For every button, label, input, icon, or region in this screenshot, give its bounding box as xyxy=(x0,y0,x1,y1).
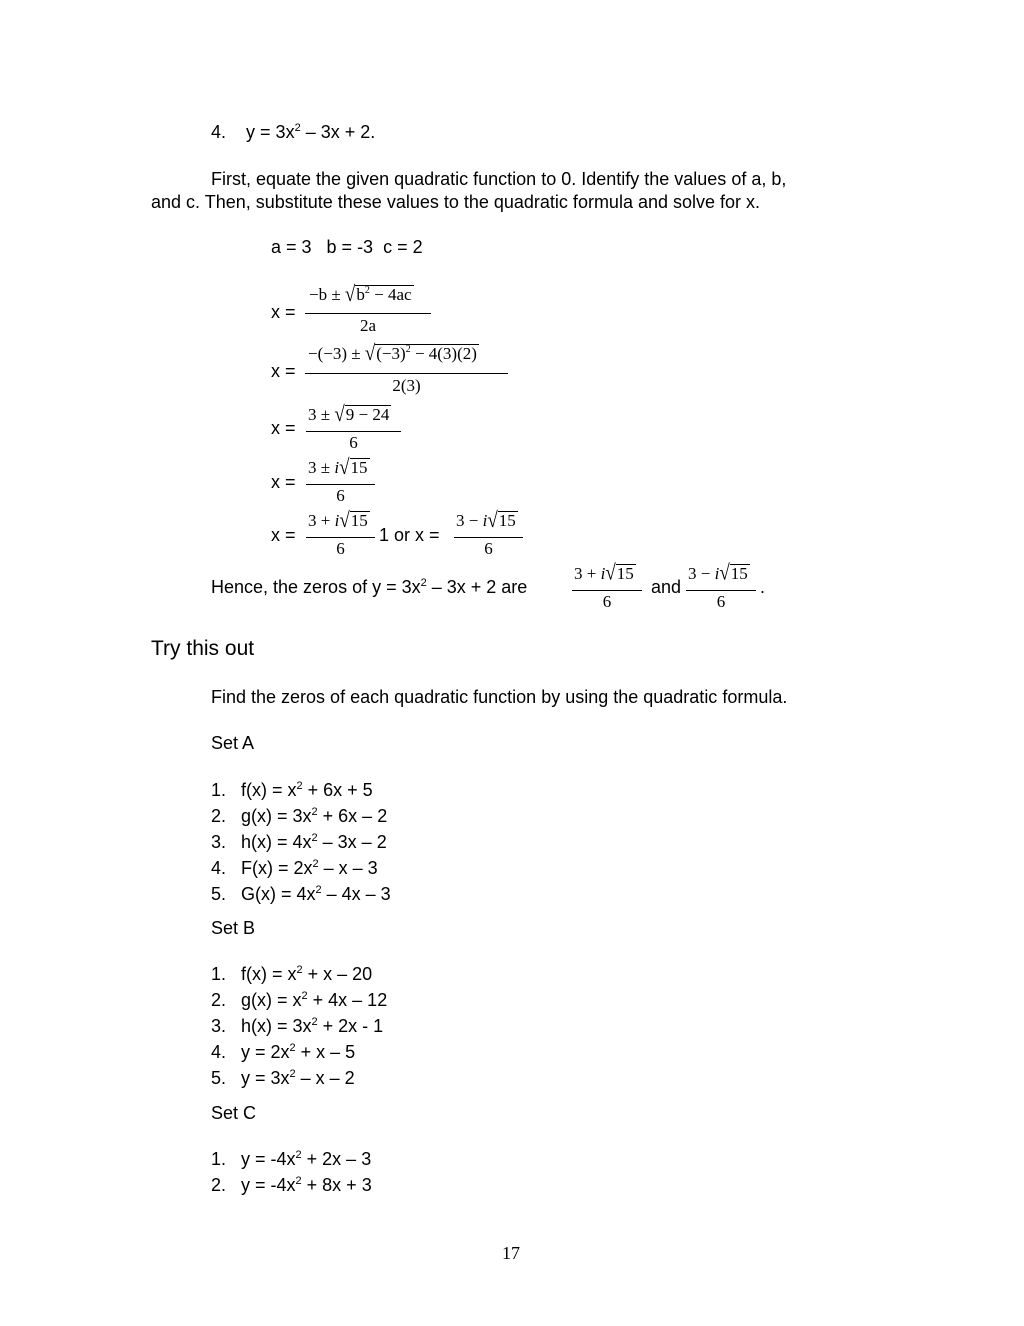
item-equation-post: + 6x – 2 xyxy=(317,806,388,826)
item-equation-post: + 2x – 3 xyxy=(301,1149,372,1169)
zero-1-numerator-text: 3 + xyxy=(574,564,601,583)
item-equation-post: + x – 5 xyxy=(295,1042,356,1062)
exponent: 2 xyxy=(296,780,303,792)
fraction-bar xyxy=(306,431,401,432)
step-3-denominator: 6 xyxy=(349,433,358,452)
item-equation-pre: y = -4x xyxy=(241,1149,296,1169)
zero-2-numerator-text: 3 − xyxy=(688,564,715,583)
set-c-title: Set C xyxy=(211,1103,257,1123)
quadratic-formula xyxy=(305,284,431,334)
list-item xyxy=(211,1041,387,1067)
step-3-fraction xyxy=(306,404,401,452)
exponent: 2 xyxy=(295,1149,302,1161)
step-5-left-radicand: 15 xyxy=(350,511,368,530)
item-equation-pre: h(x) = 4x xyxy=(241,832,312,852)
fraction-bar xyxy=(686,590,756,591)
step-2-radicand-a: (−3) xyxy=(376,344,406,363)
section-heading: Try this out xyxy=(151,637,255,660)
item-number: 1. xyxy=(211,780,227,800)
item-number: 3. xyxy=(211,832,227,852)
radical-icon: √ xyxy=(719,561,730,586)
list-item xyxy=(211,805,391,831)
conclusion-text xyxy=(211,577,527,598)
step-5-right-denominator: 6 xyxy=(484,539,493,558)
fraction-bar xyxy=(454,537,523,538)
exponent: 2 xyxy=(295,1175,302,1187)
radical-icon: √ xyxy=(339,455,350,480)
item-equation-post: – x – 2 xyxy=(295,1068,355,1088)
radical-icon: √ xyxy=(605,561,616,586)
radical-icon: √ xyxy=(339,508,350,533)
exponent: 2 xyxy=(289,1042,296,1054)
zero-1-fraction xyxy=(572,563,642,611)
set-a-list xyxy=(211,779,391,909)
list-item xyxy=(211,1015,387,1041)
exponent: 2 xyxy=(311,832,318,844)
step-5-right-fraction xyxy=(454,510,523,558)
step-5-right-radicand: 15 xyxy=(498,511,516,530)
set-b-title: Set B xyxy=(211,918,256,938)
step-3-radicand: 9 − 24 xyxy=(345,405,390,424)
list-item xyxy=(211,883,391,909)
coefficients: a = 3 b = -3 c = 2 xyxy=(271,237,423,257)
step-5-left-fraction xyxy=(306,510,375,558)
fraction-bar xyxy=(572,590,642,591)
exponent: 2 xyxy=(315,884,322,896)
item-equation-post: + 8x + 3 xyxy=(301,1175,372,1195)
step-5-middle-text: 1 or x = xyxy=(379,525,440,545)
exponent: 2 xyxy=(301,990,308,1002)
section-instruction: Find the zeros of each quadratic function by using the quadratic formula. xyxy=(211,687,788,707)
item-equation-post: + 4x – 12 xyxy=(307,990,388,1010)
exponent: 2 xyxy=(312,858,319,870)
item-equation-pre: g(x) = 3x xyxy=(241,806,312,826)
example-equation xyxy=(211,122,375,143)
fraction-bar xyxy=(305,373,508,374)
step-4-radicand: 15 xyxy=(350,458,368,477)
list-item xyxy=(211,1067,387,1093)
instructions-line-2: and c. Then, substitute these values to the quadratic formula and solve for x. xyxy=(151,192,761,212)
item-equation-pre: y = 3x xyxy=(241,1068,290,1088)
step-3-numerator-text: 3 ± xyxy=(308,405,335,424)
item-number: 5. xyxy=(211,884,227,904)
item-equation-pre: F(x) = 2x xyxy=(241,858,313,878)
zero-1-radicand: 15 xyxy=(616,564,634,583)
step-2-fraction xyxy=(305,343,508,395)
x-label: x = xyxy=(271,302,296,322)
item-number: 2. xyxy=(211,806,227,826)
x-label: x = xyxy=(271,525,296,545)
exponent: 2 xyxy=(294,122,301,134)
exponent: 2 xyxy=(311,1016,318,1028)
item-number: 1. xyxy=(211,1149,227,1169)
item-equation-post: + 6x + 5 xyxy=(302,780,373,800)
zero-1-denominator: 6 xyxy=(602,592,612,611)
set-a-title: Set A xyxy=(211,733,255,753)
list-item xyxy=(211,963,387,989)
exponent: 2 xyxy=(364,285,370,296)
x-label: x = xyxy=(271,418,296,438)
example-item-number: 4. xyxy=(211,122,227,142)
step-5-right-numerator-text: 3 − xyxy=(456,511,483,530)
item-equation-post: + x – 20 xyxy=(302,964,373,984)
radical-icon: √ xyxy=(487,508,498,533)
item-number: 4. xyxy=(211,1042,227,1062)
exponent: 2 xyxy=(311,806,318,818)
item-equation-post: + 2x - 1 xyxy=(317,1016,384,1036)
exponent: 2 xyxy=(405,344,411,355)
imaginary-unit: i xyxy=(714,564,720,583)
list-item xyxy=(211,857,391,883)
radical-icon: √ xyxy=(364,341,376,366)
radical-icon: √ xyxy=(344,282,356,307)
imaginary-unit: i xyxy=(334,511,340,530)
step-5-left-denominator: 6 xyxy=(336,539,345,558)
and-text: and xyxy=(651,577,682,597)
formula-radicand-rest: − 4ac xyxy=(369,285,412,304)
item-equation-pre: f(x) = x xyxy=(241,780,297,800)
x-label: x = xyxy=(271,472,296,492)
item-equation-pre: y = 2x xyxy=(241,1042,290,1062)
example-equation-suffix: – 3x + 2. xyxy=(300,122,376,142)
set-b-list xyxy=(211,963,387,1093)
zero-2-denominator: 6 xyxy=(716,592,726,611)
step-4-denominator: 6 xyxy=(336,486,345,505)
item-number: 3. xyxy=(211,1016,227,1036)
exponent: 2 xyxy=(420,577,427,589)
imaginary-unit: i xyxy=(600,564,606,583)
fraction-bar xyxy=(306,537,375,538)
formula-numerator-text: −b ± xyxy=(309,285,345,304)
exponent: 2 xyxy=(289,1068,296,1080)
exponent: 2 xyxy=(296,964,303,976)
item-equation-post: – x – 3 xyxy=(318,858,378,878)
page-number: 17 xyxy=(502,1243,520,1263)
step-4-numerator-text: 3 ± xyxy=(308,458,335,477)
instructions-line-1: First, equate the given quadratic function to 0. Identify the values of a, b, xyxy=(211,169,787,189)
final-period: . xyxy=(760,577,766,597)
fraction-bar xyxy=(306,484,375,485)
x-label: x = xyxy=(271,361,296,381)
conclusion-suffix: – 3x + 2 are xyxy=(426,577,528,597)
step-2-radicand-rest: − 4(3)(2) xyxy=(410,344,477,363)
radical-icon: √ xyxy=(334,402,345,427)
item-number: 5. xyxy=(211,1068,227,1088)
list-item xyxy=(211,779,391,805)
item-number: 4. xyxy=(211,858,227,878)
zero-2-fraction xyxy=(686,563,756,611)
item-equation-pre: g(x) = x xyxy=(241,990,302,1010)
zero-2-radicand: 15 xyxy=(730,564,748,583)
list-item xyxy=(211,831,391,857)
step-2-denominator: 2(3) xyxy=(392,376,421,395)
step-4-fraction xyxy=(306,457,375,505)
item-number: 2. xyxy=(211,990,227,1010)
formula-radicand-b: b xyxy=(356,285,365,304)
formula-denominator: 2a xyxy=(359,316,377,335)
conclusion-prefix: Hence, the zeros of y = 3x xyxy=(211,577,421,597)
set-c-list xyxy=(211,1148,372,1200)
list-item xyxy=(211,1148,372,1174)
item-number: 2. xyxy=(211,1175,227,1195)
step-5-left-numerator-text: 3 + xyxy=(308,511,335,530)
item-equation-pre: h(x) = 3x xyxy=(241,1016,312,1036)
item-equation-pre: y = -4x xyxy=(241,1175,296,1195)
list-item xyxy=(211,1174,372,1200)
step-2-numerator-text: −(−3) ± xyxy=(308,344,365,363)
item-equation-pre: G(x) = 4x xyxy=(241,884,316,904)
imaginary-unit: i xyxy=(334,458,340,477)
item-equation-pre: f(x) = x xyxy=(241,964,297,984)
fraction-bar xyxy=(305,313,431,314)
example-equation-prefix: y = 3x xyxy=(246,122,295,142)
item-number: 1. xyxy=(211,964,227,984)
imaginary-unit: i xyxy=(482,511,488,530)
item-equation-post: – 4x – 3 xyxy=(321,884,391,904)
list-item xyxy=(211,989,387,1015)
item-equation-post: – 3x – 2 xyxy=(317,832,387,852)
